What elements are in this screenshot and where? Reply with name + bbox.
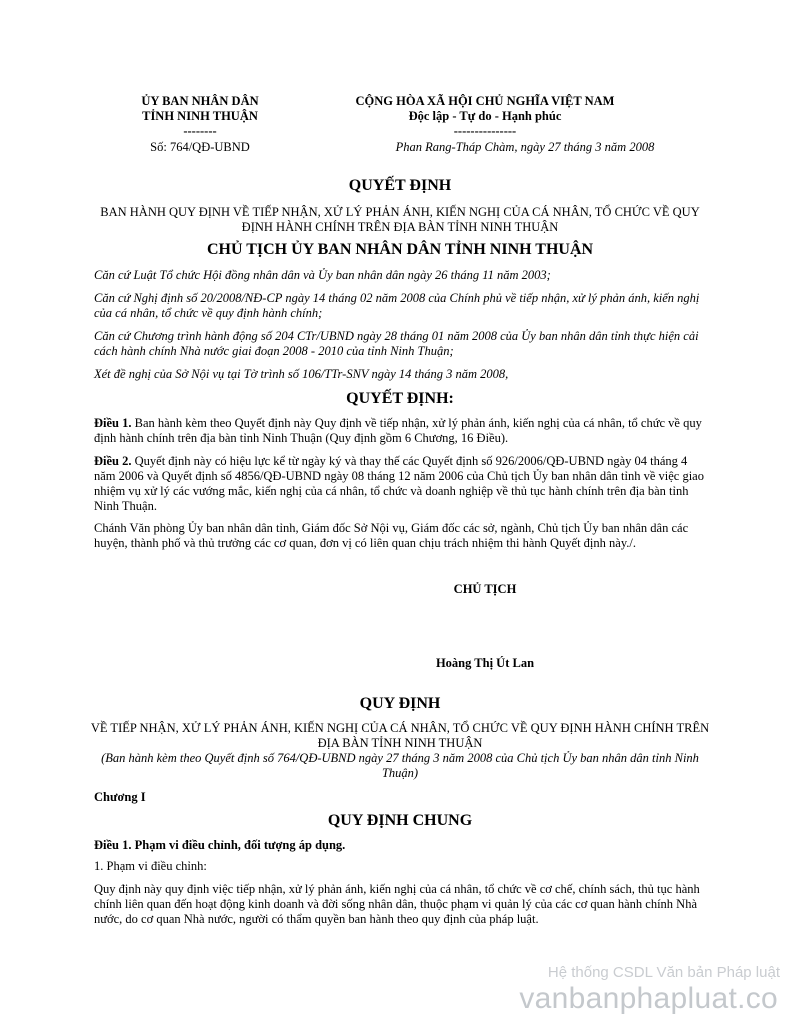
document-date: Phan Rang-Tháp Chàm, ngày 27 tháng 3 năm 2008 bbox=[395, 140, 655, 154]
chapter-label: Chương I bbox=[94, 790, 146, 804]
national-title: CỘNG HÒA XÃ HỘI CHỦ NGHĨA VIỆT NAM bbox=[355, 94, 615, 108]
issuer-divider: -------- bbox=[183, 124, 217, 138]
decision-subtitle: BAN HÀNH QUY ĐỊNH VỀ TIẾP NHẬN, XỬ LÝ PHẢN ÁNH, KIẾN NGHỊ CỦA CÁ NHÂN, TỔ CHỨC VỀ QUY ĐỊNH HÀNH CHÍNH TRÊN ĐỊA BÀN TỈNH NINH THUẬN bbox=[100, 205, 700, 234]
issuer-name: ỦY BAN NHÂN DÂN bbox=[141, 94, 259, 108]
regulation-title: QUY ĐỊNH bbox=[359, 695, 441, 712]
watermark-site: vanbanphapluat.co bbox=[519, 982, 778, 1015]
decision-article-2 bbox=[94, 454, 706, 514]
issuer-province: TỈNH NINH THUẬN bbox=[142, 109, 258, 123]
article-1-text: Ban hành kèm theo Quyết định này Quy định về tiếp nhận, xử lý phản ánh, kiến nghị của cá nhân, tổ chức về quy định hành chính trên địa bàn tỉnh Ninh Thuận (Quy định gồm 6 Chương, 16 Điều). bbox=[94, 416, 702, 445]
chapter-title: QUY ĐỊNH CHUNG bbox=[327, 812, 473, 829]
decision-authority: CHỦ TỊCH ỦY BAN NHÂN DÂN TỈNH NINH THUẬN bbox=[206, 241, 594, 258]
legal-basis-2: Căn cứ Nghị định số 20/2008/NĐ-CP ngày 14 tháng 02 năm 2008 của Chính phủ về tiếp nhận, xử lý phản ánh, kiến nghị của cá nhân, tổ chức về quy định hành chính; bbox=[94, 291, 700, 320]
national-motto: Độc lập - Tự do - Hạnh phúc bbox=[408, 109, 562, 123]
article-2-text: Quyết định này có hiệu lực kể từ ngày ký và thay thế các Quyết định số 926/2006/QĐ-UBND ngày 04 tháng 4 năm 2006 và Quyết định số 4856/QĐ-UBND ngày 08 tháng 12 năm 2006 của Chủ tịch Ủy ban nhân dân tỉnh về việc giao nhiệm vụ xử lý các vướng mắc, kiến nghị của cá nhân, tổ chức và doanh nghiệp về thủ tục hành chính trên địa bàn tỉnh Ninh Thuận. bbox=[94, 454, 704, 513]
scope-text: Quy định này quy định việc tiếp nhận, xử lý phản ánh, kiến nghị của cá nhân, tổ chức về cơ chế, chính sách, thủ tục hành chính liên quan đến hoạt động kinh doanh và đời sống nhân dân, thuộc phạm vi quản lý của các cơ quan hành chính Nhà nước, do cơ quan Nhà nước, người có thẩm quyền ban hành theo quy định của pháp luật. bbox=[94, 882, 700, 926]
article-1-label: Điều 1. bbox=[94, 416, 132, 430]
watermark-line-1: Hệ thống CSDL Văn bản Pháp luật bbox=[547, 964, 780, 981]
decision-article-1 bbox=[94, 416, 706, 446]
regulation-article-1-heading: Điều 1. Phạm vi điều chỉnh, đối tượng áp dụng. bbox=[94, 838, 346, 852]
decision-title: QUYẾT ĐỊNH bbox=[348, 177, 452, 194]
scope-item: 1. Phạm vi điều chỉnh: bbox=[94, 859, 207, 873]
regulation-subtitle: VỀ TIẾP NHẬN, XỬ LÝ PHẢN ÁNH, KIẾN NGHỊ CỦA CÁ NHÂN, TỔ CHỨC VỀ QUY ĐỊNH HÀNH CHÍNH TRÊN ĐỊA BÀN TỈNH NINH THUẬN bbox=[90, 721, 710, 750]
document-number: Số: 764/QĐ-UBND bbox=[150, 140, 250, 154]
signer-title: CHỦ TỊCH bbox=[453, 582, 517, 596]
regulation-issued-note: (Ban hành kèm theo Quyết định số 764/QĐ-UBND ngày 27 tháng 3 năm 2008 của Chủ tịch Ủy ban nhân dân tỉnh Ninh Thuận) bbox=[101, 751, 699, 780]
signer-name: Hoàng Thị Út Lan bbox=[435, 656, 535, 670]
legal-basis-1: Căn cứ Luật Tổ chức Hội đồng nhân dân và Ủy ban nhân dân ngày 26 tháng 11 năm 2003; bbox=[94, 268, 551, 282]
legal-basis-4: Xét đề nghị của Sở Nội vụ tại Tờ trình số 106/TTr-SNV ngày 14 tháng 3 năm 2008, bbox=[94, 367, 509, 381]
legal-basis-3: Căn cứ Chương trình hành động số 204 CTr/UBND ngày 28 tháng 01 năm 2008 của Ủy ban nhân dân tỉnh thực hiện cải cách hành chính Nhà nước giai đoạn 2008 - 2010 của tỉnh Ninh Thuận; bbox=[94, 329, 699, 358]
national-divider: --------------- bbox=[453, 124, 517, 138]
enforcement-clause: Chánh Văn phòng Ủy ban nhân dân tỉnh, Giám đốc Sở Nội vụ, Giám đốc các sở, ngành, Chủ tịch Ủy ban nhân dân các huyện, thành phố và thủ trưởng các cơ quan, đơn vị có liên quan chịu trách nhiệm thi hành Quyết định này./. bbox=[94, 521, 689, 550]
article-2-label: Điều 2. bbox=[94, 454, 132, 468]
decides-heading: QUYẾT ĐỊNH: bbox=[346, 390, 454, 407]
